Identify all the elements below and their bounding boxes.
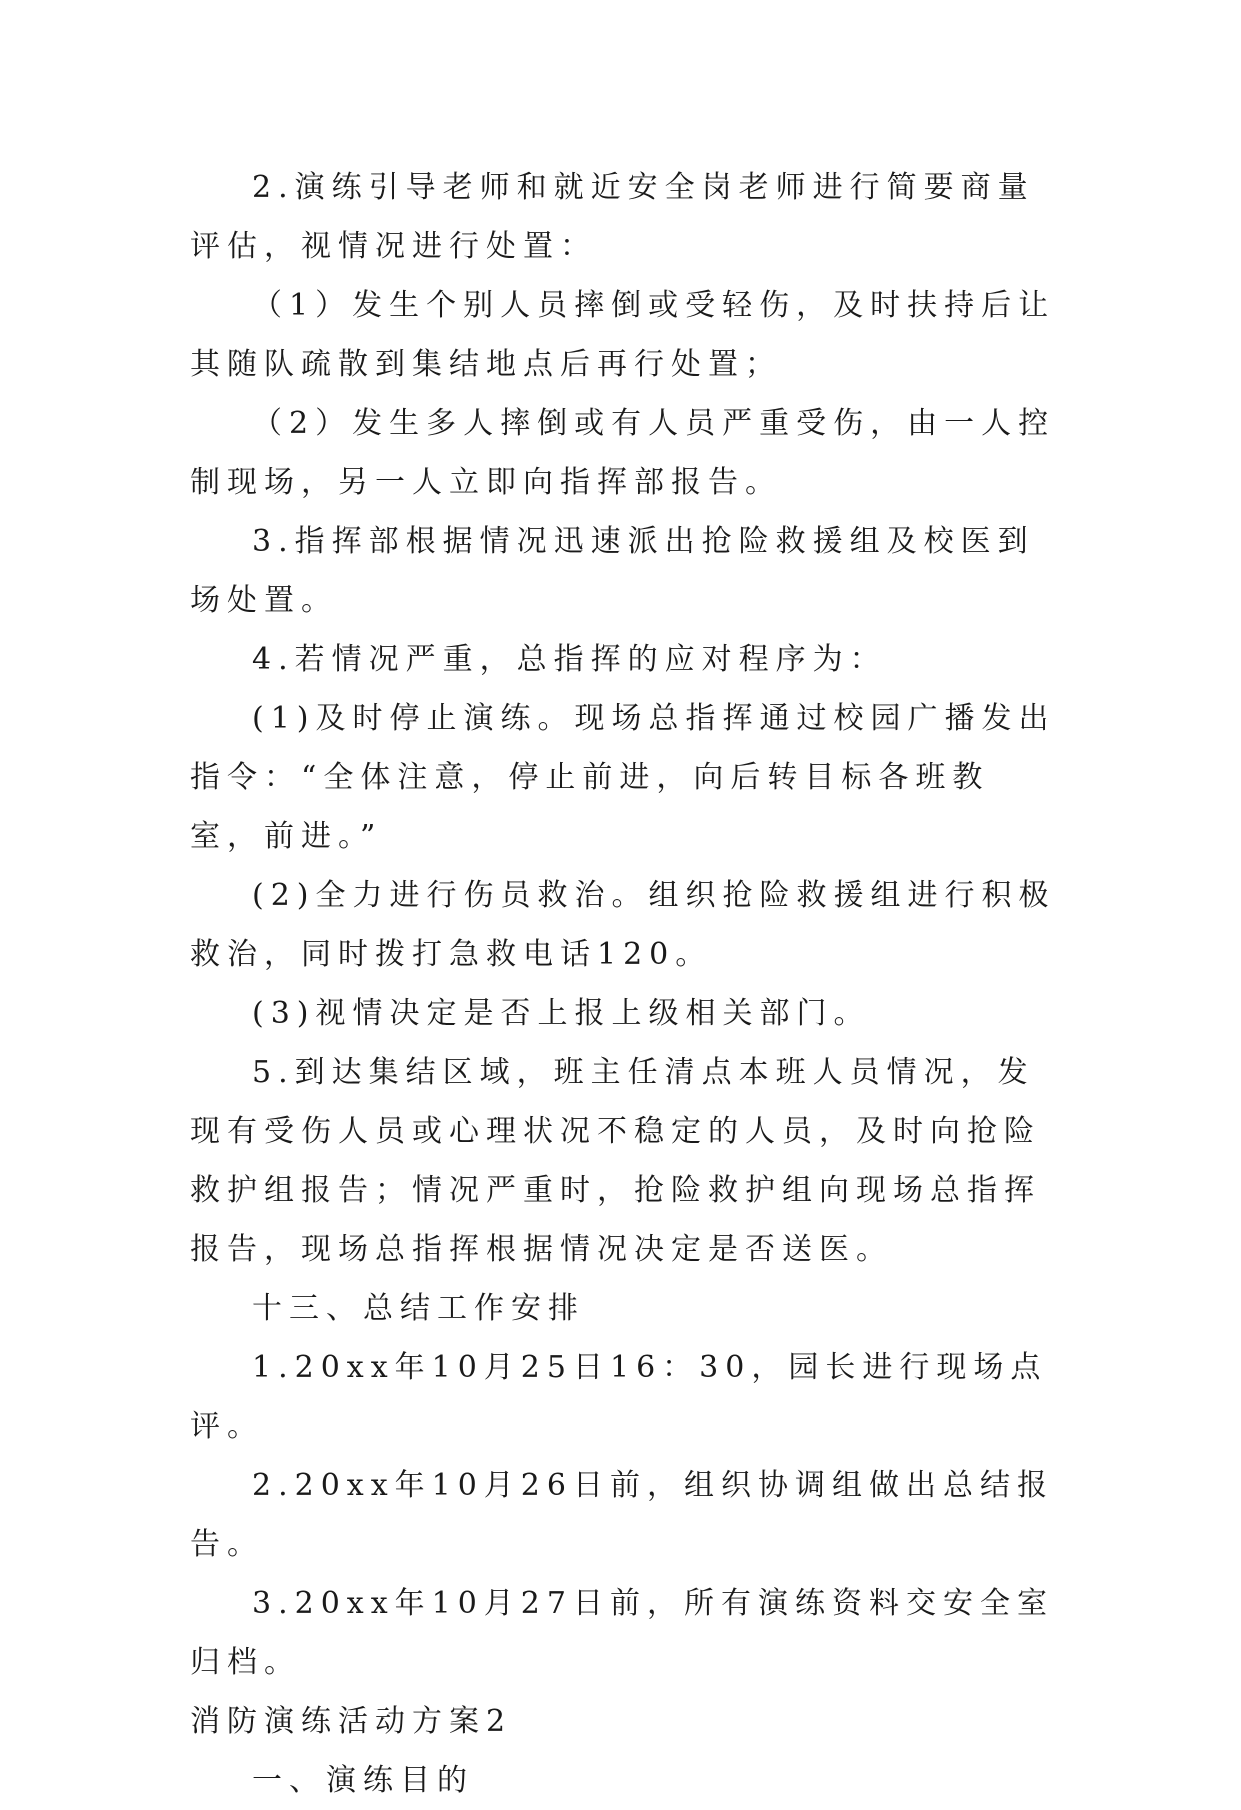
paragraph-summary-3: 3.20xx年10月27日前，所有演练资料交安全室归档。 — [190, 1586, 1054, 1680]
paragraph-stop-drill: (1)及时停止演练。现场总指挥通过校园广播发出指令：“全体注意，停止前进，向后转目标各班教室，前进。” — [190, 701, 1056, 854]
paragraph-severe-procedure: 4.若情况严重，总指挥的应对程序为： — [252, 642, 887, 677]
paragraph-summary-1: 1.20xx年10月25日16：30，园长进行现场点评。 — [190, 1350, 1048, 1444]
paragraph-treatment: (2)全力进行伤员救治。组织抢险救援组进行积极救治，同时拨打急救电话120。 — [190, 878, 1056, 972]
paragraph-summary-2: 2.20xx年10月26日前，组织协调组做出总结报告。 — [190, 1468, 1054, 1562]
section-heading-summary: 十三、总结工作安排 — [252, 1291, 585, 1326]
paragraph-report-upward: (3)视情决定是否上报上级相关部门。 — [252, 996, 871, 1031]
paragraph-serious-injury: （2）发生多人摔倒或有人员严重受伤，由一人控制现场，另一人立即向指挥部报告。 — [190, 406, 1056, 500]
paragraph-minor-injury: （1）发生个别人员摔倒或受轻伤，及时扶持后让其随队疏散到集结地点后再行处置； — [190, 288, 1056, 382]
document-title-plan-2: 消防演练活动方案2 — [190, 1704, 513, 1739]
paragraph-command-dispatch: 3.指挥部根据情况迅速派出抢险救援组及校医到场处置。 — [190, 524, 1035, 618]
paragraph-drill-guidance: 2.演练引导老师和就近安全岗老师进行简要商量评估，视情况进行处置： — [190, 170, 1035, 264]
document-body — [190, 158, 1060, 1810]
section-heading-purpose: 一、演练目的 — [252, 1763, 474, 1798]
paragraph-assembly-area: 5.到达集结区域，班主任清点本班人员情况，发现有受伤人员或心理状况不稳定的人员，及时向抢险救护组报告；情况严重时，抢险救护组向现场总指挥报告，现场总指挥根据情况决定是否送医。 — [190, 1055, 1041, 1267]
